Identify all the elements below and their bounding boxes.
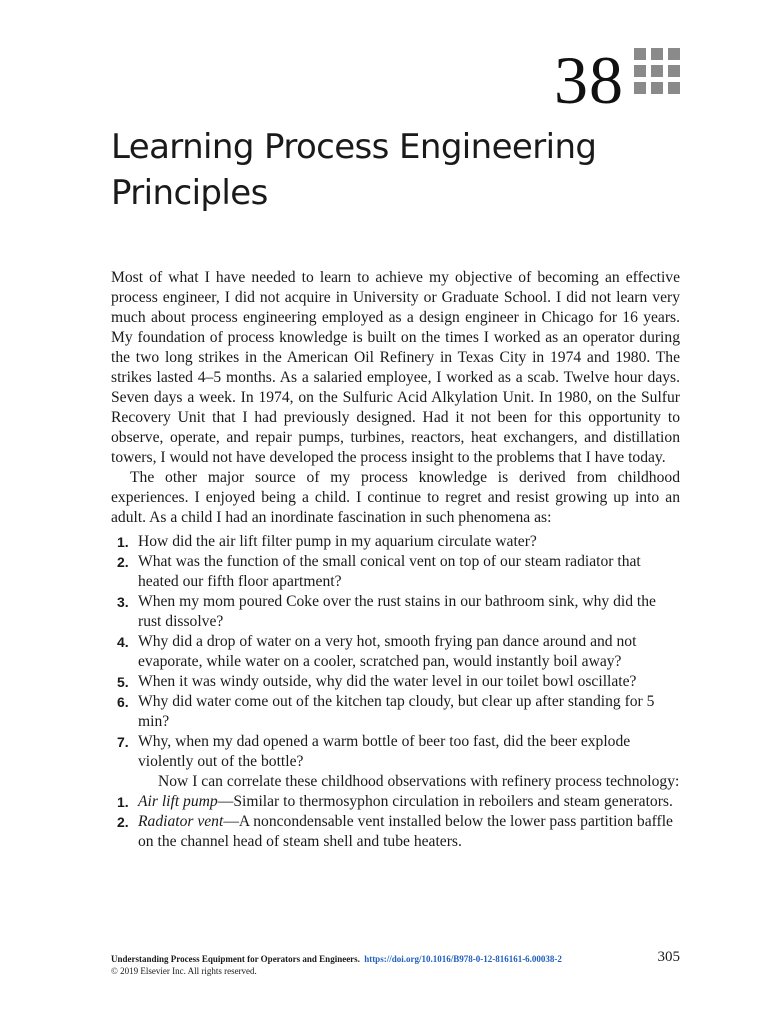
list-item — [111, 692, 680, 732]
list-number: 7. — [117, 734, 129, 750]
bridge-paragraph: Now I can correlate these childhood observations with refinery process technology: — [158, 773, 680, 790]
list-number: 3. — [117, 594, 129, 610]
footer-copyright: © 2019 Elsevier Inc. All rights reserved. — [111, 966, 257, 976]
footer-book-title: Understanding Process Equipment for Operators and Engineers. — [111, 954, 360, 964]
list-number: 2. — [117, 554, 129, 570]
list-number: 1. — [117, 534, 129, 550]
body-paragraph: Most of what I have needed to learn to achieve my objective of becoming an effective process engineer, I did not acquire in University or Graduate School. I did not learn very much about process engineering employed as a design engineer in Chicago for 16 years. My foundation of process knowledge is built on the times I worked as an operator during the two long strikes in the American Oil Refinery in Texas City in 1974 and 1980. The strikes lasted 4–5 months. As a salaried employee, I worked as a scab. Twelve hour days. Seven days a week. In 1974, on the Sulfuric Acid Alkylation Unit. In 1980, on the Sulfur Recovery Unit that I had previously designed. Had it not been for this opportunity to observe, operate, and repair pumps, turbines, reactors, heat exchangers, and distillation towers, I would not have developed the process insight to the problems that I have today. — [111, 269, 680, 466]
list-item — [111, 532, 680, 552]
list-number: 2. — [117, 814, 129, 830]
list-item — [111, 552, 680, 592]
list-item-text: —A noncondensable vent installed below the lower pass partition baffle on the channel head of steam shell and tube heaters. — [138, 813, 673, 850]
list-item-term: Air lift pump — [138, 793, 218, 810]
page-number: 305 — [657, 949, 680, 965]
page-footer — [111, 949, 680, 977]
grid-square — [651, 65, 663, 77]
list-number: 6. — [117, 694, 129, 710]
grid-square — [668, 82, 680, 94]
list-item-term: Radiator vent — [138, 813, 224, 830]
grid-square — [651, 48, 663, 60]
grid-square — [651, 82, 663, 94]
list-item-text: Why did a drop of water on a very hot, smooth frying pan dance around and not evaporate, while water on a cooler, scratched pan, would instantly boil away? — [138, 633, 637, 670]
chapter-title — [111, 124, 691, 216]
chapter-grid-ornament — [634, 48, 680, 94]
list-item — [111, 672, 680, 692]
chapter-number: 38 — [554, 42, 624, 118]
grid-square — [634, 65, 646, 77]
chapter-body — [111, 268, 680, 852]
body-paragraph: The other major source of my process knowledge is derived from childhood experiences. I enjoyed being a child. I continue to regret and resist growing up into an adult. As a child I had an inordinate fascination in such phenomena as: — [111, 469, 680, 526]
list-item-text: Why did water come out of the kitchen tap cloudy, but clear up after standing for 5 min? — [138, 693, 655, 730]
childhood-questions-list — [111, 532, 680, 772]
list-item-text: Why, when my dad opened a warm bottle of beer too fast, did the beer explode violently out of the bottle? — [138, 733, 631, 770]
list-item — [111, 632, 680, 672]
grid-square — [668, 65, 680, 77]
list-number: 1. — [117, 794, 129, 810]
list-item — [111, 792, 680, 812]
list-item — [111, 592, 680, 632]
chapter-title-line: Learning Process Engineering — [111, 127, 597, 167]
list-item-text: How did the air lift filter pump in my aquarium circulate water? — [138, 533, 537, 550]
chapter-header — [554, 40, 680, 120]
list-item-text: When it was windy outside, why did the water level in our toilet bowl oscillate? — [138, 673, 637, 690]
grid-square — [634, 82, 646, 94]
correlation-list — [111, 792, 680, 852]
list-item — [111, 732, 680, 772]
list-number: 4. — [117, 634, 129, 650]
list-item-text: —Similar to thermosyphon circulation in reboilers and steam generators. — [217, 793, 673, 810]
chapter-title-line: Principles — [111, 173, 268, 213]
list-number: 5. — [117, 674, 129, 690]
list-item-text: When my mom poured Coke over the rust stains in our bathroom sink, why did the rust dissolve? — [138, 593, 656, 630]
grid-square — [634, 48, 646, 60]
footer-doi-link[interactable]: https://doi.org/10.1016/B978-0-12-816161-6.00038-2 — [364, 954, 562, 964]
list-item-text: What was the function of the small conical vent on top of our steam radiator that heated our fifth floor apartment? — [138, 553, 641, 590]
grid-square — [668, 48, 680, 60]
list-item — [111, 812, 680, 852]
